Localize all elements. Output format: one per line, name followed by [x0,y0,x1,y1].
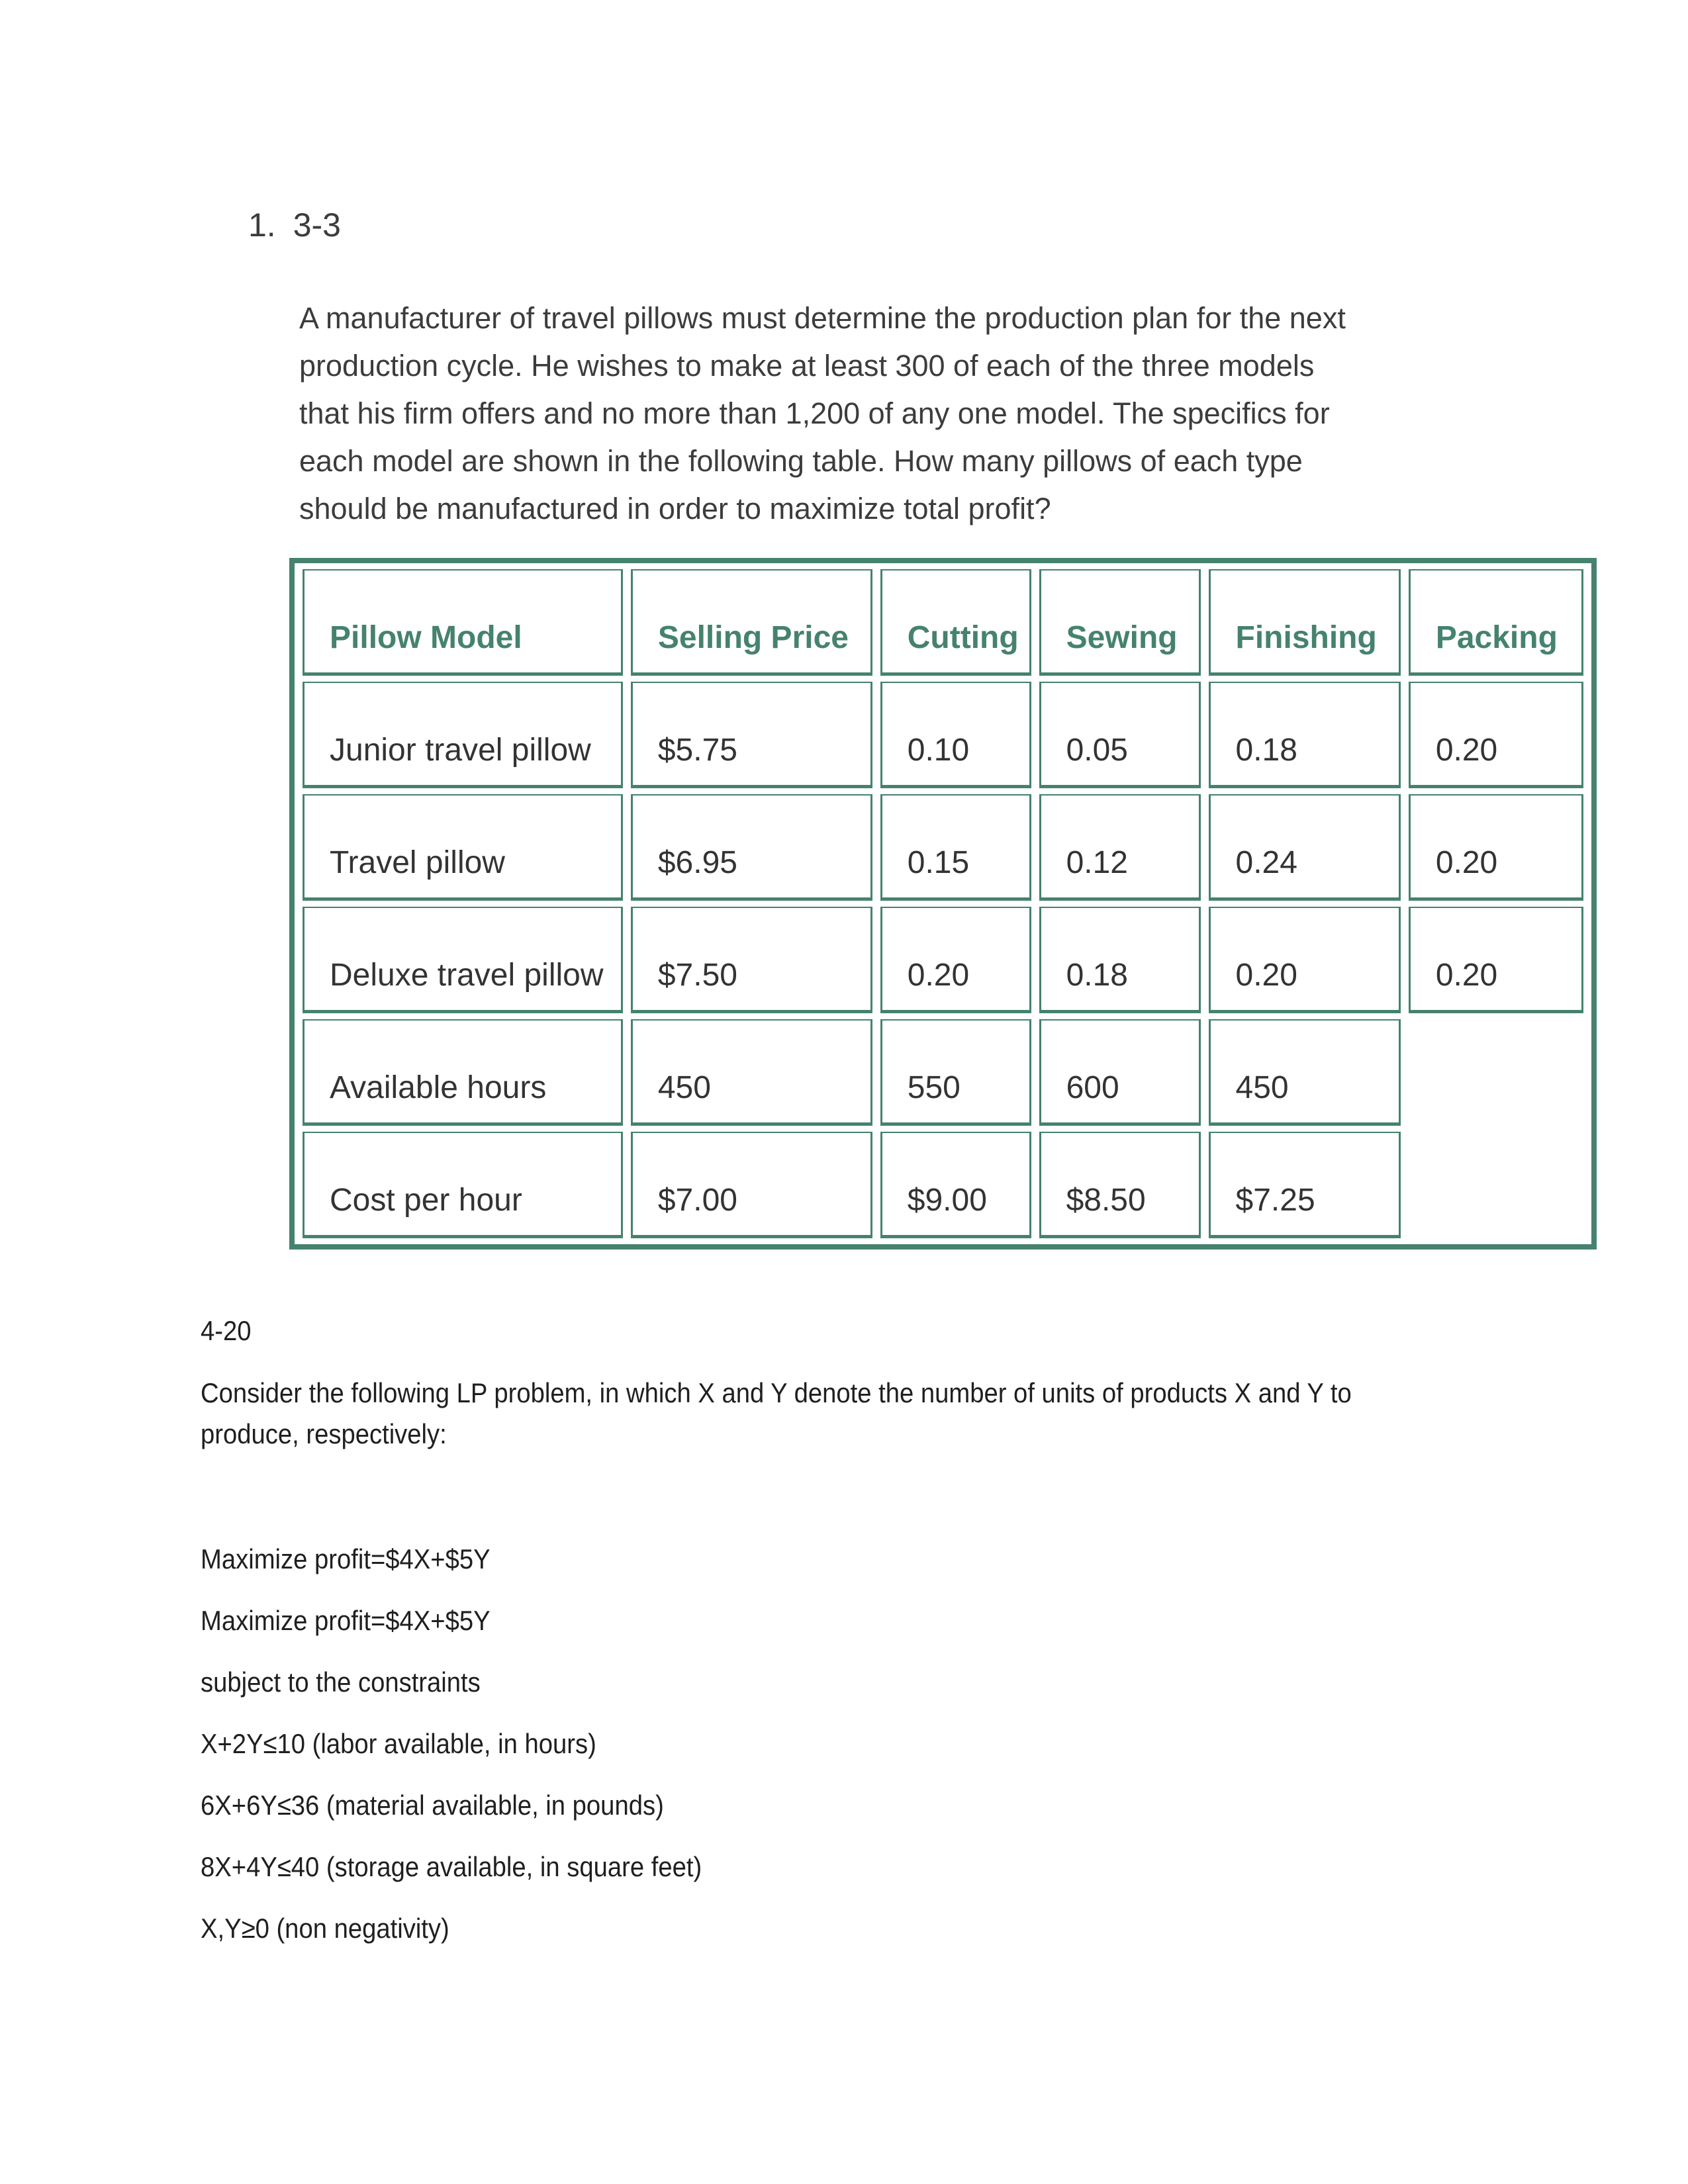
table-cell: 0.20 [1409,794,1583,901]
lp-problem-description [201,1373,1352,1455]
table-cell: 0.12 [1039,794,1201,901]
column-header-finishing: Finishing [1209,569,1401,676]
table-cell: $7.25 [1209,1132,1401,1238]
table-cell: $6.95 [631,794,872,901]
table-cell: 0.05 [1039,682,1201,788]
description-line-5: should be manufactured in order to maximize total profit? [299,492,1051,525]
constraint-nonnegativity: X,Y≥0 (non negativity) [201,1913,449,1944]
table-cell: 0.20 [1409,907,1583,1013]
table-cell: 0.10 [880,682,1031,788]
table-cell: Available hours [303,1019,623,1126]
table-cell: 0.18 [1039,907,1201,1013]
column-header-cutting: Cutting [880,569,1031,676]
column-header-pillow-model: Pillow Model [303,569,623,676]
table-cell: 550 [880,1019,1031,1126]
constraint-labor: X+2Y≤10 (labor available, in hours) [201,1728,596,1759]
table-cell: 0.18 [1209,682,1401,788]
constraint-material: 6X+6Y≤36 (material available, in pounds) [201,1790,664,1821]
table-cell: $7.50 [631,907,872,1013]
description-line-1: A manufacturer of travel pillows must determine the production plan for the next [299,301,1346,335]
constraint-storage: 8X+4Y≤40 (storage available, in square feet) [201,1851,702,1882]
lp-problem-statements [201,1528,702,1959]
table-cell: $8.50 [1039,1132,1201,1238]
table-cell: 0.15 [880,794,1031,901]
table-cell: 0.20 [1409,682,1583,788]
table-cell: 450 [631,1019,872,1126]
column-header-selling-price: Selling Price [631,569,872,676]
table-cell: 0.20 [1209,907,1401,1013]
table-cell: Travel pillow [303,794,623,901]
problem-1-label: 3-3 [293,206,341,244]
description-line-2: production cycle. He wishes to make at least 300 of each of the three models [299,349,1315,383]
lp-description-line-1: Consider the following LP problem, in which X and Y denote the number of units of products X and Y to [201,1377,1352,1408]
table-cell: Deluxe travel pillow [303,907,623,1013]
subject-to-line: subject to the constraints [201,1666,481,1698]
objective-line-1: Maximize profit=$4X+$5Y [201,1543,491,1574]
lp-description-line-2: produce, respectively: [201,1418,447,1449]
column-header-sewing: Sewing [1039,569,1201,676]
table-cell: 450 [1209,1019,1401,1126]
table-cell: $5.75 [631,682,872,788]
list-number: 1. [248,206,276,244]
description-line-3: that his firm offers and no more than 1,200 of any one model. The specifics for [299,396,1330,430]
table-cell: 0.24 [1209,794,1401,901]
table-cell: Cost per hour [303,1132,623,1238]
objective-line-2: Maximize profit=$4X+$5Y [201,1605,491,1636]
section-4-20-heading: 4-20 [201,1315,252,1346]
description-line-4: each model are shown in the following table. How many pillows of each type [299,444,1303,478]
table-cell: $9.00 [880,1132,1031,1238]
table-cell: 0.20 [880,907,1031,1013]
column-header-packing: Packing [1409,569,1583,676]
table-cell: $7.00 [631,1132,872,1238]
table-cell: Junior travel pillow [303,682,623,788]
table-cell: 600 [1039,1019,1201,1126]
